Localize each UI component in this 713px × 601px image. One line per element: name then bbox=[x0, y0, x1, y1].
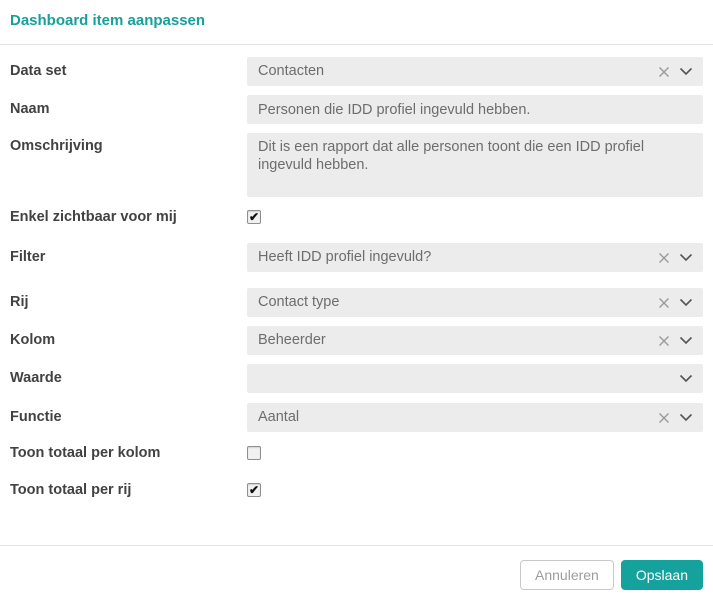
rij-label: Rij bbox=[10, 294, 29, 310]
footer-divider bbox=[0, 545, 713, 546]
filter-value: Heeft IDD profiel ingevuld? bbox=[258, 249, 432, 265]
clear-icon[interactable] bbox=[653, 326, 675, 355]
functie-select[interactable] bbox=[247, 403, 703, 432]
filter-select[interactable] bbox=[247, 243, 703, 272]
chevron-down-icon[interactable] bbox=[675, 403, 697, 432]
toon-totaal-rij-label: Toon totaal per rij bbox=[10, 482, 132, 498]
data-set-label: Data set bbox=[10, 63, 67, 79]
waarde-select[interactable] bbox=[247, 364, 703, 393]
data-set-value: Contacten bbox=[258, 63, 325, 79]
toon-totaal-kolom-label: Toon totaal per kolom bbox=[10, 445, 161, 461]
functie-label: Functie bbox=[10, 409, 62, 425]
clear-icon[interactable] bbox=[653, 243, 675, 272]
cancel-button[interactable]: Annuleren bbox=[520, 560, 614, 590]
toon-totaal-kolom-checkbox[interactable] bbox=[247, 446, 261, 460]
clear-icon[interactable] bbox=[653, 288, 675, 317]
enkel-zichtbaar-checkbox[interactable] bbox=[247, 210, 261, 224]
save-button[interactable]: Opslaan bbox=[621, 560, 703, 590]
header-divider bbox=[0, 44, 713, 45]
kolom-value: Beheerder bbox=[258, 332, 326, 348]
filter-label: Filter bbox=[10, 249, 46, 265]
chevron-down-icon[interactable] bbox=[675, 326, 697, 355]
enkel-zichtbaar-label: Enkel zichtbaar voor mij bbox=[10, 209, 177, 225]
clear-icon[interactable] bbox=[653, 57, 675, 86]
rij-select[interactable] bbox=[247, 288, 703, 317]
checkmark-icon: ✔ bbox=[248, 483, 260, 497]
chevron-down-icon[interactable] bbox=[675, 57, 697, 86]
kolom-label: Kolom bbox=[10, 332, 56, 348]
functie-value: Aantal bbox=[258, 409, 300, 425]
rij-value: Contact type bbox=[258, 294, 340, 310]
checkmark-icon: ✔ bbox=[248, 210, 260, 224]
waarde-label: Waarde bbox=[10, 370, 62, 386]
dialog-title: Dashboard item aanpassen bbox=[10, 12, 206, 29]
chevron-down-icon[interactable] bbox=[675, 364, 697, 393]
chevron-down-icon[interactable] bbox=[675, 243, 697, 272]
naam-label: Naam bbox=[10, 101, 50, 117]
naam-input[interactable] bbox=[247, 95, 703, 124]
footer-buttons bbox=[520, 560, 703, 590]
kolom-select[interactable] bbox=[247, 326, 703, 355]
omschrijving-label: Omschrijving bbox=[10, 138, 103, 154]
chevron-down-icon[interactable] bbox=[675, 288, 697, 317]
omschrijving-textarea[interactable] bbox=[247, 133, 703, 197]
clear-icon[interactable] bbox=[653, 403, 675, 432]
toon-totaal-rij-checkbox[interactable] bbox=[247, 483, 261, 497]
data-set-select[interactable] bbox=[247, 57, 703, 86]
